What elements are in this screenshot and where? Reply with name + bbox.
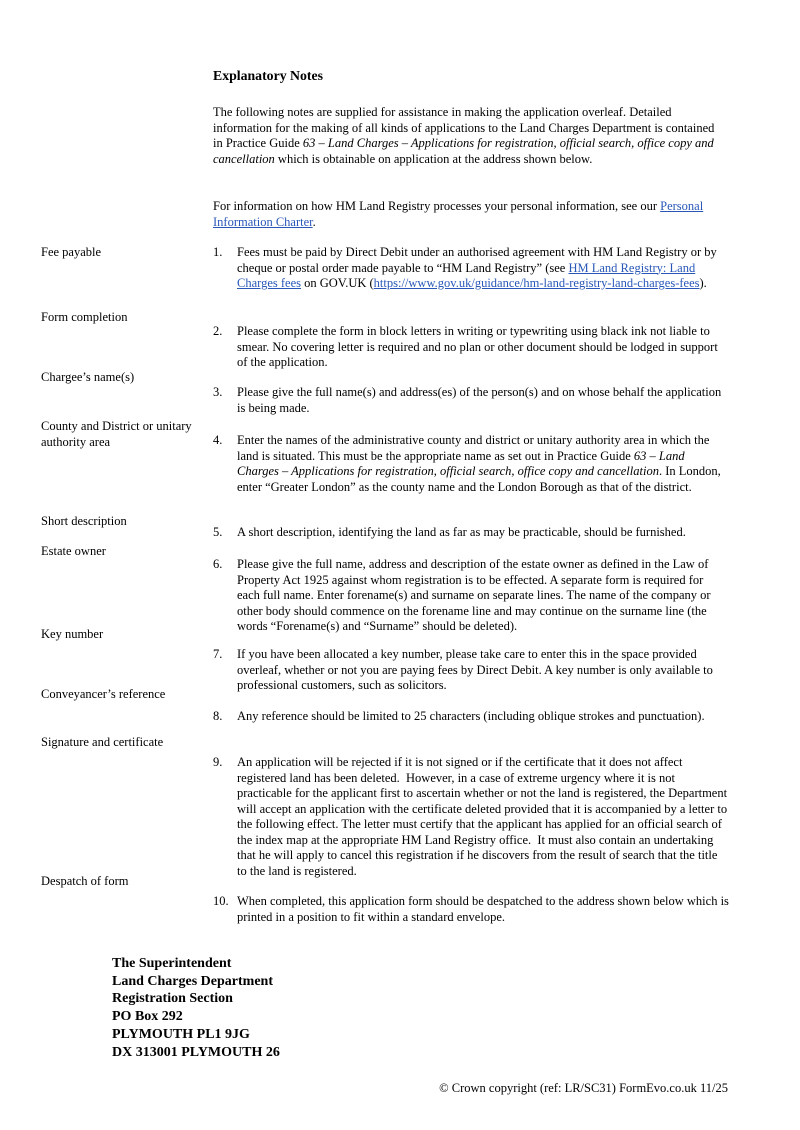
- side-label-fee-payable: Fee payable: [41, 245, 102, 259]
- address-line: DX 313001 PLYMOUTH 26: [112, 1044, 280, 1060]
- side-label-short-description: Short description: [41, 514, 127, 528]
- note-number: 10.: [213, 894, 229, 908]
- address-line: PO Box 292: [112, 1009, 183, 1025]
- privacy-text-1: For information on how HM Land Registry processes your personal information, see our: [213, 199, 661, 213]
- address-line: The Superintendent: [112, 956, 232, 971]
- note-number: 4.: [213, 433, 223, 447]
- land-charges-fees-link[interactable]: HM Land Registry: Land Charges fees: [237, 260, 696, 290]
- note-text: [237, 433, 729, 495]
- note-text: If you have been allocated a key number, please take care to enter this in the space provided overleaf, whether or not you are paying fees by Direct Debit. A key number is only available to professional customers, such as solicitors.: [237, 647, 713, 692]
- privacy-paragraph: [213, 199, 725, 230]
- side-label-conveyancers-reference: Conveyancer’s reference: [41, 687, 166, 701]
- intro-text-2: which is obtainable on application at the address shown below.: [274, 151, 593, 166]
- note-number: 5.: [213, 525, 223, 539]
- note-1-text-3: ).: [699, 276, 707, 290]
- side-label-estate-owner: Estate owner: [41, 544, 106, 558]
- privacy-text-2: .: [312, 214, 316, 229]
- note-text: A short description, identifying the land as far as may be practicable, should be furnished.: [237, 525, 686, 539]
- note-number: 3.: [213, 385, 223, 399]
- note-item-1: [213, 245, 729, 292]
- practice-guide-title: 63 – Land Charges – Applications for registration, official search, office copy and cancellation: [237, 448, 685, 478]
- postal-address: [112, 955, 280, 1061]
- side-label-despatch-of-form: Despatch of form: [41, 874, 129, 888]
- address-line: PLYMOUTH PL1 9JG: [112, 1026, 250, 1042]
- note-item-4: [213, 433, 729, 495]
- side-label-key-number: Key number: [41, 627, 104, 641]
- note-text: An application will be rejected if it is not signed or if the certificate that it does not affect registered land has been deleted. However, in a case of extreme urgency where it is not practicable for the applicant first to ascertain whether or not the land is registered, the Department will accept an application with the certificate deleted provided that it is accompanied by a letter to the following effect. The letter must certify that the applicant has applied for an official search of the index map at the appropriate HM Land Registry office. It must also contain an undertaking that he will apply to cancel this registration if he discovers from the result of search that the title to the land is registered.: [237, 755, 728, 878]
- note-text: Please complete the form in block letters in writing or typewriting using black ink not liable to smear. No covering letter is required and no plan or other document should be lodged in support of the application.: [237, 324, 718, 369]
- note-1-text-2: on GOV.UK (: [300, 276, 374, 290]
- note-number: 6.: [213, 557, 223, 571]
- side-label-signature-certificate: Signature and certificate: [41, 735, 164, 749]
- note-text: Please give the full name(s) and address(es) of the person(s) and on whose behalf the application is being made.: [237, 385, 722, 415]
- note-number: 9.: [213, 755, 223, 769]
- note-text: [237, 245, 729, 292]
- note-item-9: [213, 755, 729, 879]
- side-label-chargees-names: Chargee’s name(s): [41, 370, 135, 384]
- note-4-text-2: . In London, enter “Greater London” as the county name and the London Borough as that of the district.: [237, 464, 721, 494]
- note-item-10: [213, 894, 729, 925]
- note-item-8: [213, 709, 729, 725]
- side-label-county-district: County and District or unitary authority area: [41, 419, 192, 449]
- gov-uk-url-link[interactable]: https://www.gov.uk/guidance/hm-land-registry-land-charges-fees: [373, 276, 700, 290]
- note-item-2: [213, 324, 729, 371]
- note-number: 1.: [213, 245, 223, 259]
- note-number: 2.: [213, 324, 223, 338]
- address-line: Land Charges Department: [112, 973, 273, 989]
- address-line: Registration Section: [112, 991, 233, 1007]
- practice-guide-title: 63 – Land Charges – Applications for registration, official search, office copy and cancellation: [213, 136, 714, 166]
- note-item-5: [213, 525, 729, 541]
- note-text: Any reference should be limited to 25 characters (including oblique strokes and punctuation).: [237, 709, 705, 723]
- note-text: When completed, this application form should be despatched to the address shown below which is printed in a position to fit within a standard envelope.: [237, 894, 729, 924]
- note-4-text-1: Enter the names of the administrative county and district or unitary authority area in which the land is situated. This must be the appropriate name as set out in Practice Guide: [237, 433, 710, 463]
- note-text: Please give the full name, address and description of the estate owner as defined in the Law of Property Act 1925 against whom registration is to be effected. A separate form is required for each full name. Enter forename(s) and surname on separate lines. The name of the company or other body should commence on the forename line and may continue on the surname line (the words “Forename(s) and “Surname” should be deleted).: [237, 557, 711, 633]
- note-item-6: [213, 557, 729, 635]
- note-1-text-1: Fees must be paid by Direct Debit under an authorised agreement with HM Land Registry or by cheque or postal order made payable to “HM Land Registry” (see: [237, 245, 717, 275]
- note-number: 8.: [213, 709, 223, 723]
- intro-paragraph: [213, 105, 725, 167]
- note-item-7: [213, 647, 729, 694]
- intro-text-1: The following notes are supplied for assistance in making the application overleaf. Detailed information for the making of all kinds of applications to the Land Charges Department is contained in Practice Guide: [213, 105, 715, 150]
- copyright-footer: © Crown copyright (ref: LR/SC31) FormEvo.co.uk 11/25: [439, 1081, 728, 1095]
- side-label-form-completion: Form completion: [41, 310, 128, 324]
- page-title: Explanatory Notes: [213, 68, 323, 83]
- note-number: 7.: [213, 647, 223, 661]
- personal-information-charter-link[interactable]: Personal Information Charter: [213, 199, 704, 229]
- note-item-3: [213, 385, 729, 416]
